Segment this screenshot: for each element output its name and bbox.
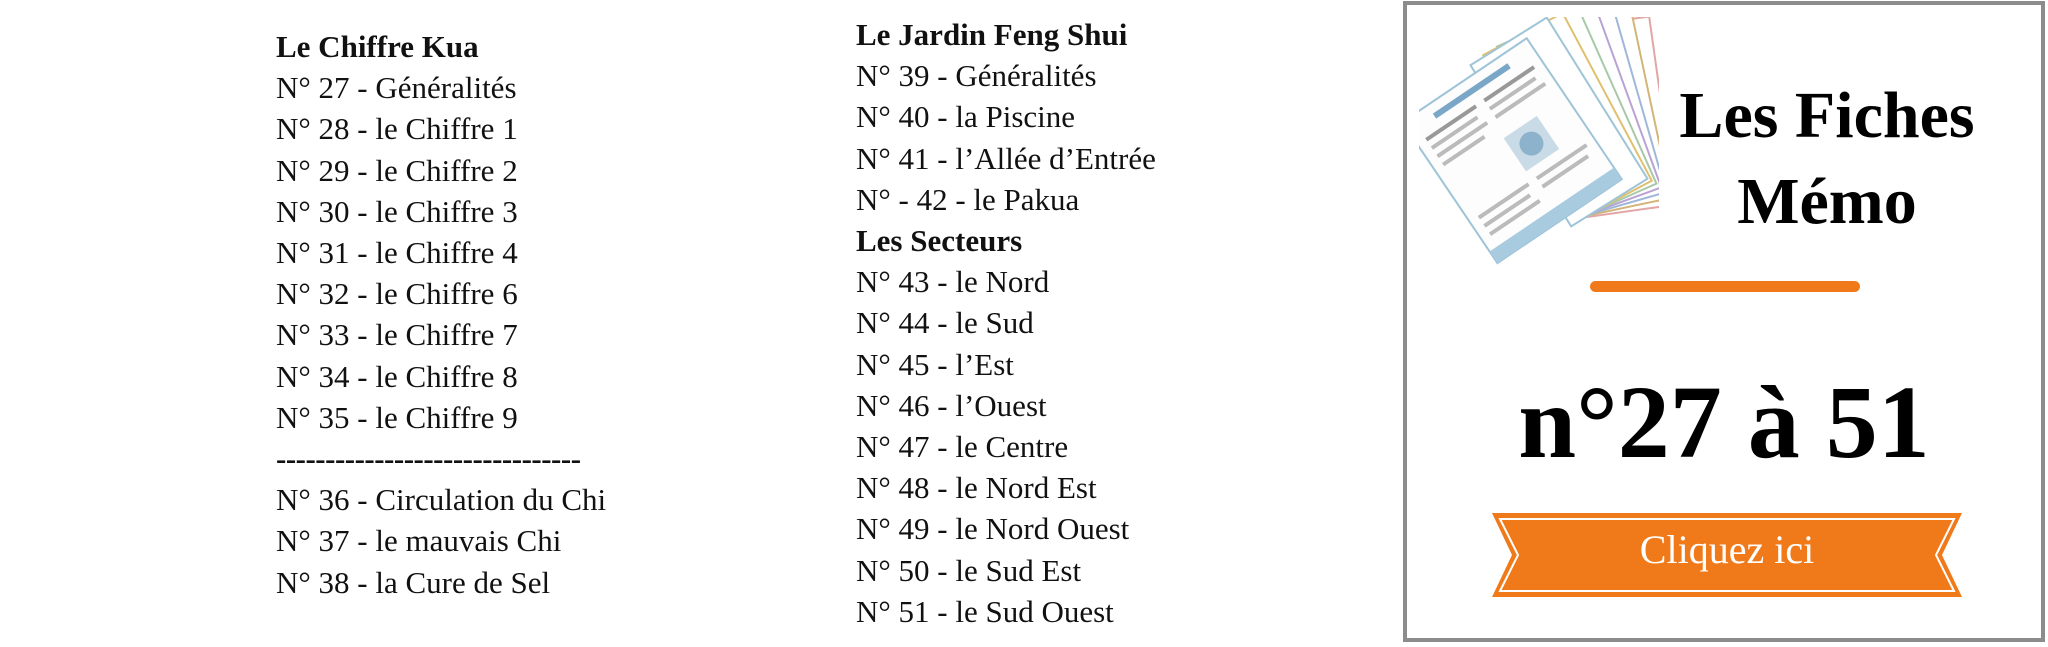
dashed-separator: -------------------------------	[276, 441, 581, 477]
list-item: N° 35 - le Chiffre 9	[276, 399, 518, 435]
list-item: N° 48 - le Nord Est	[856, 470, 1097, 506]
panel-title-line2: Mémo	[1737, 165, 1917, 238]
list-item: N° 31 - le Chiffre 4	[276, 235, 518, 271]
list-item: N° 46 - l’Ouest	[856, 387, 1047, 423]
stacked-fiche-sheets-icon	[1419, 17, 1659, 267]
list-item: N° 27 - Généralités	[276, 70, 517, 106]
list-item: N° - 42 - le Pakua	[856, 181, 1080, 217]
section-heading-chiffre-kua: Le Chiffre Kua	[276, 29, 479, 64]
list-item: N° 45 - l’Est	[856, 346, 1014, 382]
list-item: N° 37 - le mauvais Chi	[276, 523, 562, 559]
section-heading-secteurs: Les Secteurs	[856, 223, 1023, 259]
list-item: N° 39 - Généralités	[856, 58, 1097, 94]
list-item: N° 47 - le Centre	[856, 429, 1069, 465]
list-item: N° 44 - le Sud	[856, 305, 1034, 341]
fiche-range: n°27 à 51	[1518, 365, 1930, 480]
section-heading-jardin: Le Jardin Feng Shui	[856, 17, 1128, 52]
fiches-memo-panel[interactable]	[1403, 1, 2045, 642]
list-item: N° 29 - le Chiffre 2	[276, 152, 518, 188]
list-item: N° 51 - le Sud Ouest	[856, 593, 1114, 629]
panel-title-line1: Les Fiches	[1679, 79, 1975, 152]
cliquez-ici-button[interactable]	[1492, 513, 1962, 597]
panel-title	[1627, 73, 2027, 245]
list-item: N° 43 - le Nord	[856, 264, 1050, 300]
left-column	[276, 26, 606, 603]
list-item: N° 41 - l’Allée d’Entrée	[856, 140, 1156, 176]
list-item: N° 50 - le Sud Est	[856, 552, 1082, 588]
list-item: N° 38 - la Cure de Sel	[276, 564, 551, 600]
list-item: N° 40 - la Piscine	[856, 99, 1076, 135]
list-item: N° 33 - le Chiffre 7	[276, 317, 518, 353]
cta-label[interactable]: Cliquez ici	[1639, 527, 1815, 572]
list-item: N° 36 - Circulation du Chi	[276, 482, 607, 518]
list-item: N° 30 - le Chiffre 3	[276, 193, 518, 229]
list-item: N° 32 - le Chiffre 6	[276, 276, 518, 312]
list-item: N° 28 - le Chiffre 1	[276, 111, 518, 147]
list-item: N° 49 - le Nord Ouest	[856, 511, 1130, 547]
middle-column	[856, 14, 1156, 632]
list-item: N° 34 - le Chiffre 8	[276, 358, 518, 394]
orange-divider	[1590, 281, 1860, 292]
